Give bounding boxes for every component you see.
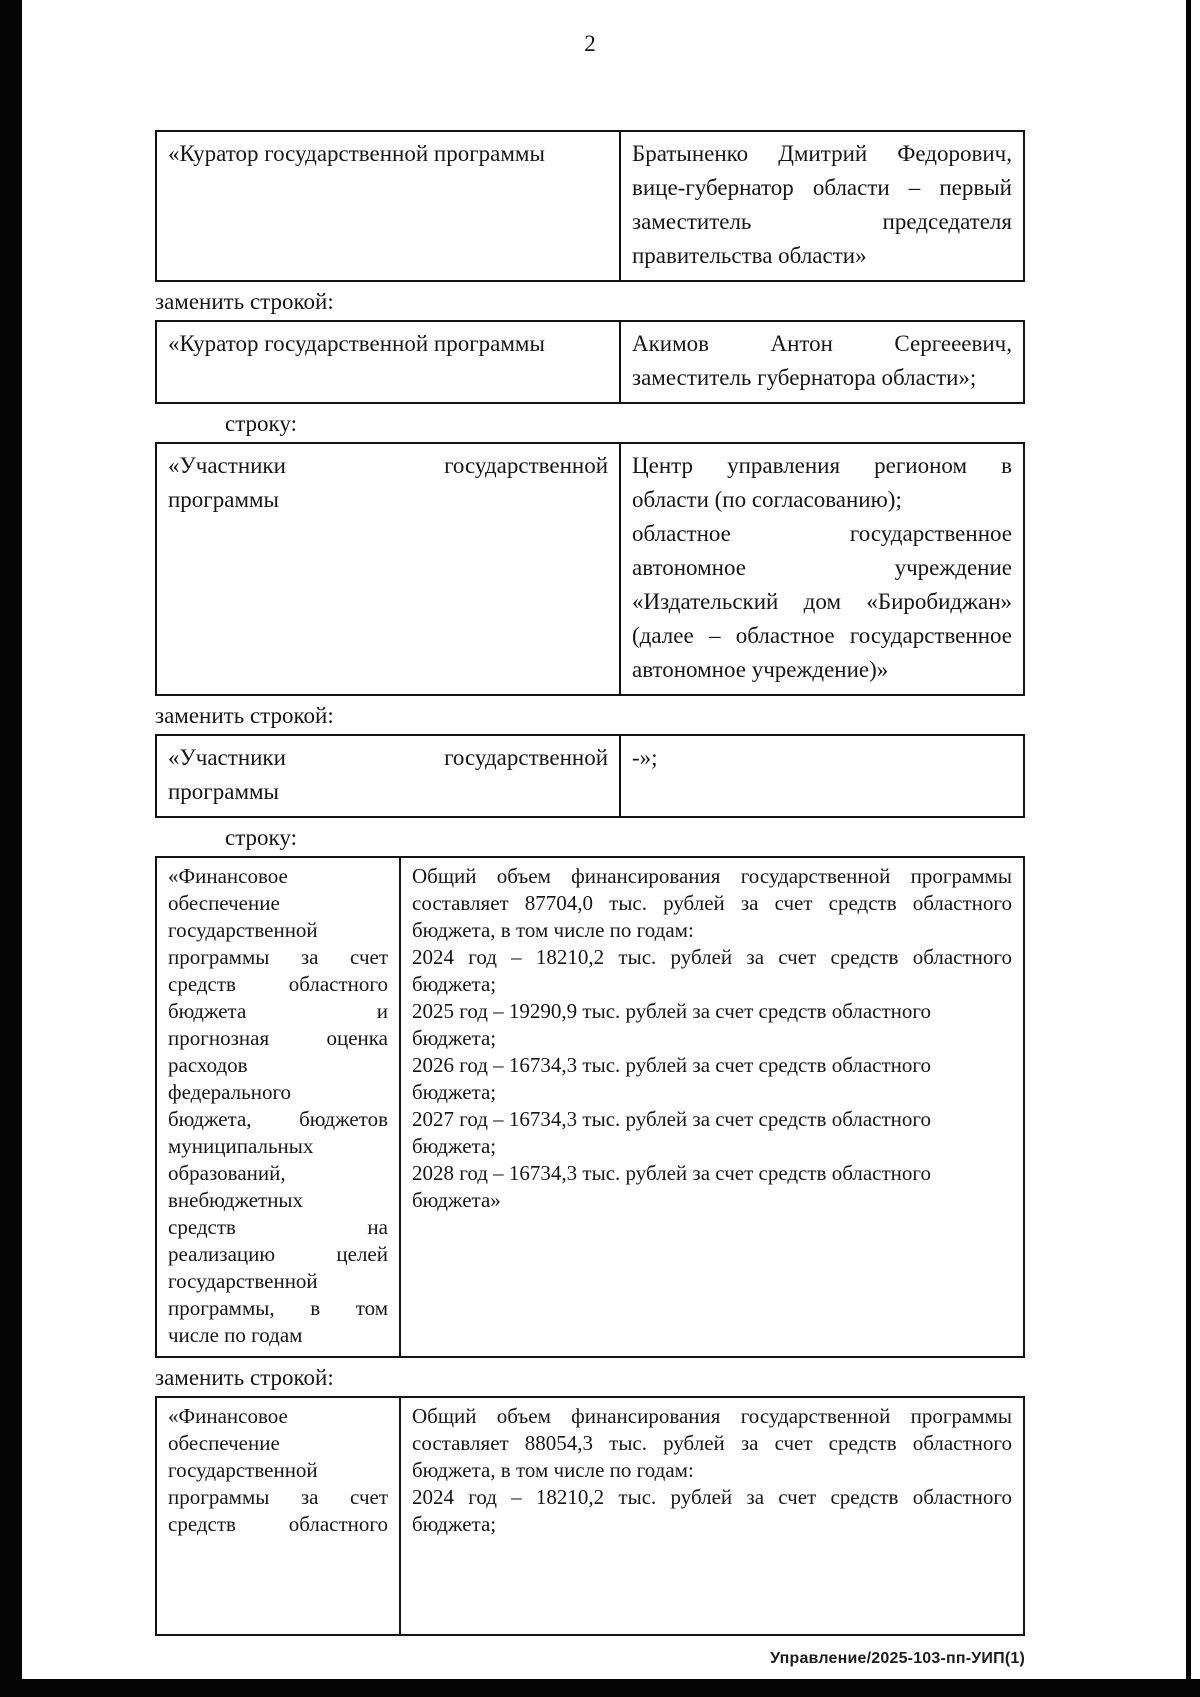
table-row (156, 131, 1024, 281)
cell-participants-old-term (156, 443, 620, 695)
scan-edge-left (0, 0, 22, 1697)
text-line: расходов (168, 1053, 248, 1077)
cell-curator-old-term (156, 131, 620, 281)
cell-participants-old-definition (620, 443, 1024, 695)
text-line: программы за счет (168, 1485, 388, 1509)
text-line: «Участники государственной (168, 453, 608, 478)
text-line: области (по согласованию); (632, 487, 902, 512)
text-line: Общий объем финансирования государственной программы (412, 864, 1012, 888)
text-line: -»; (632, 745, 658, 770)
text-line: вице-губернатор области – первый (632, 175, 1012, 200)
scan-edge-right (1186, 0, 1191, 1697)
text-line: бюджета; (412, 972, 497, 996)
text-line: 2028 год – 16734,3 тыс. рублей за счет средств областного бюджета» (412, 1161, 932, 1212)
footer-document-code: Управление/2025-103-пп-УИП(1) (770, 1650, 1025, 1667)
text-line: «Финансовое (168, 1404, 288, 1428)
text-line: бюджета и (168, 999, 388, 1023)
text-line: 2024 год – 18210,2 тыс. рублей за счет средств областного (412, 945, 1012, 969)
scan-edge-bottom (0, 1679, 1200, 1697)
text-line: бюджета, в том числе по годам: (412, 918, 694, 942)
text-line: составляет 88054,3 тыс. рублей за счет средств областного (412, 1431, 1012, 1455)
text-line: муниципальных (168, 1134, 314, 1158)
cell-finance-new-definition (400, 1397, 1024, 1635)
text-line: числе по годам (168, 1323, 303, 1347)
text-line: Акимов Антон Сергееевич, (632, 331, 1012, 356)
text-line: Братыненко Дмитрий Федорович, (632, 141, 1012, 166)
text-line: программы (168, 779, 280, 804)
table-row (156, 321, 1024, 403)
cell-finance-old-definition (400, 857, 1024, 1357)
text-line: «Куратор государственной программы (168, 331, 545, 356)
text-line: 2027 год – 16734,3 тыс. рублей за счет средств областного бюджета; (412, 1107, 932, 1158)
text-line: заместитель председателя (632, 209, 1012, 234)
text-line: обеспечение (168, 1431, 280, 1455)
text-line: областное государственное (632, 521, 1012, 546)
caption-replace-3: заменить строкой: (155, 1365, 334, 1390)
text-line: бюджета, бюджетов (168, 1107, 388, 1131)
text-line: составляет 87704,0 тыс. рублей за счет средств областного (412, 891, 1012, 915)
text-line: государственной (168, 1269, 318, 1293)
text-line: бюджета; (412, 1512, 497, 1536)
text-line: государственной (168, 1458, 318, 1482)
text-line: образований, (168, 1161, 286, 1185)
cell-finance-new-term (156, 1397, 400, 1635)
text-line: заместитель губернатора области»; (632, 365, 977, 390)
table-row (156, 735, 1024, 817)
text-line: федерального (168, 1080, 292, 1104)
caption-replace-2: заменить строкой: (155, 703, 334, 728)
cell-curator-new-term (156, 321, 620, 403)
table-row (156, 443, 1024, 695)
text-line: средств на (168, 1215, 388, 1239)
text-line: (далее – областное государственное (632, 623, 1012, 648)
text-line: обеспечение (168, 891, 280, 915)
text-line: программы (168, 487, 280, 512)
caption-row-1: строку: (225, 411, 297, 436)
table-finance-new (155, 1396, 1025, 1636)
text-line: автономное учреждение (632, 555, 1012, 580)
page-number: 2 (584, 31, 596, 56)
text-line: программы, в том (168, 1296, 388, 1320)
text-line: «Участники государственной (168, 745, 608, 770)
text-line: бюджета, в том числе по годам: (412, 1458, 694, 1482)
table-curator-old (155, 130, 1025, 282)
table-row (156, 1397, 1024, 1635)
text-line: «Куратор государственной программы (168, 141, 545, 166)
table-curator-new (155, 320, 1025, 404)
text-line: 2026 год – 16734,3 тыс. рублей за счет средств областного бюджета; (412, 1053, 932, 1104)
table-row (156, 857, 1024, 1357)
text-line: 2025 год – 19290,9 тыс. рублей за счет средств областного бюджета; (412, 999, 932, 1050)
text-line: внебюджетных (168, 1188, 304, 1212)
cell-participants-new-term (156, 735, 620, 817)
text-line: прогнозная оценка (168, 1026, 388, 1050)
cell-finance-old-term (156, 857, 400, 1357)
cell-curator-new-definition (620, 321, 1024, 403)
text-line: программы за счет (168, 945, 388, 969)
text-line: Общий объем финансирования государственной программы (412, 1404, 1012, 1428)
cell-participants-new-definition (620, 735, 1024, 817)
text-line: государственной (168, 918, 318, 942)
text-line: 2024 год – 18210,2 тыс. рублей за счет средств областного (412, 1485, 1012, 1509)
text-line: «Издательский дом «Биробиджан» (632, 589, 1012, 614)
caption-row-2: строку: (225, 825, 297, 850)
caption-replace-1: заменить строкой: (155, 289, 334, 314)
text-line: реализацию целей (168, 1242, 388, 1266)
text-line: «Финансовое (168, 864, 288, 888)
text-line: Центр управления регионом в (632, 453, 1012, 478)
text-line: правительства области» (632, 243, 867, 268)
table-participants-new (155, 734, 1025, 818)
document-page (155, 0, 1025, 1668)
text-line: средств областного (168, 1512, 388, 1536)
table-finance-old (155, 856, 1025, 1358)
cell-curator-old-definition (620, 131, 1024, 281)
text-line: средств областного (168, 972, 388, 996)
text-line: автономное учреждение)» (632, 657, 889, 682)
table-participants-old (155, 442, 1025, 696)
